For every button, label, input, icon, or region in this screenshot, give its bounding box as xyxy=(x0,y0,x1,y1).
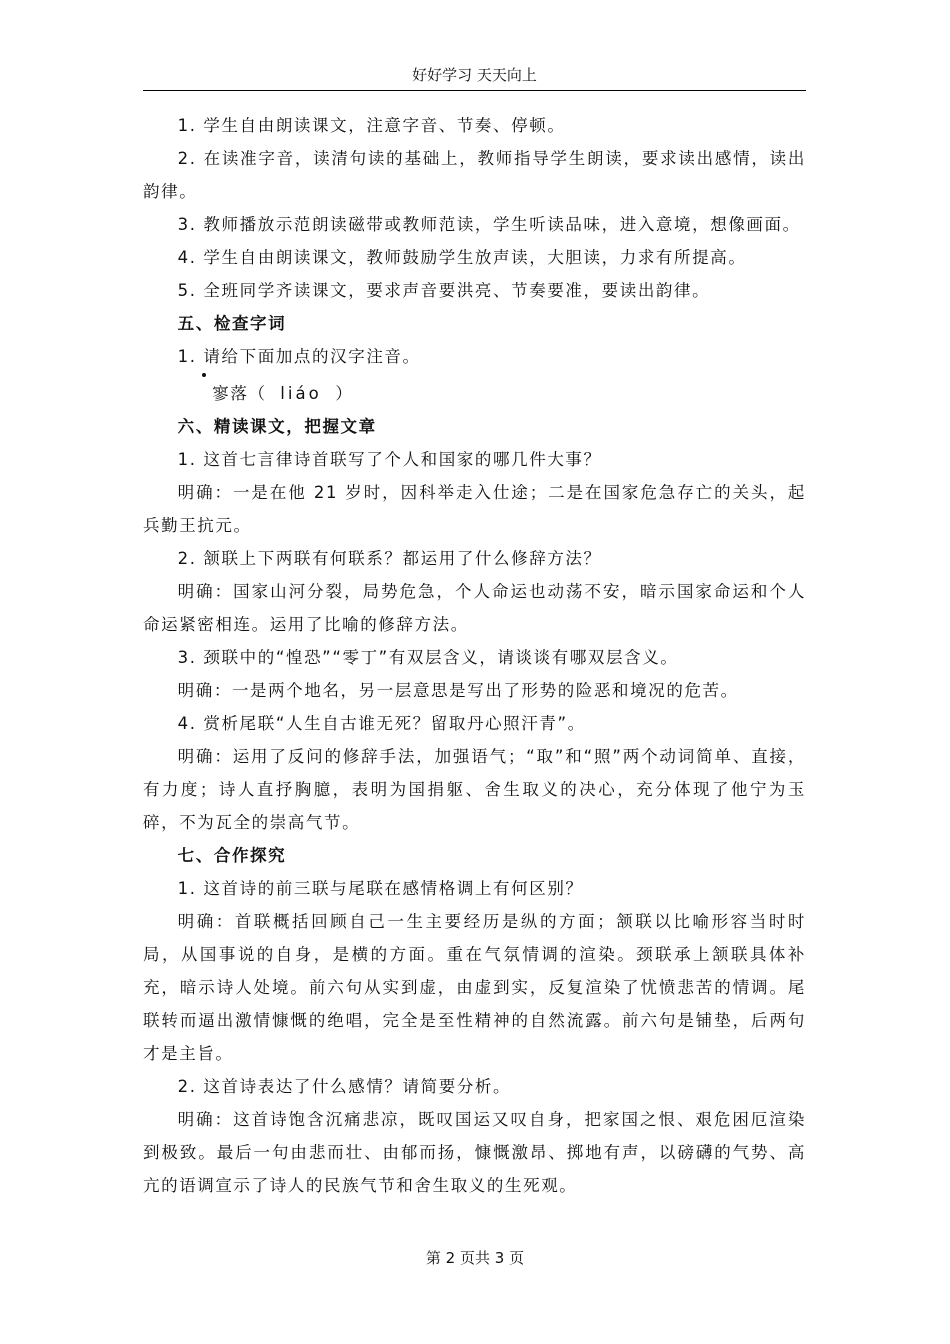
answer: 明确：一是两个地名，另一层意思是写出了形势的险恶和境况的危苦。 xyxy=(177,681,739,700)
answer: 明确：这首诗饱含沉痛悲凉，既叹国运又叹自身，把家国之恨、艰危困厄渲染到极致。最后一句由悲而壮、由郁而扬，慷慨激昂、掷地有声，以磅礴的气势、高亢的语调宣示了诗人的民族气节和舍生取义的生死观。 xyxy=(143,1110,806,1195)
list-item: 5. 全班同学齐读课文，要求声音要洪亮、节奏要准，要读出韵律。 xyxy=(177,281,711,300)
document-body xyxy=(143,109,806,1202)
word-remainder: 落（ xyxy=(230,384,267,403)
section-heading: 五、检查字词 xyxy=(177,314,287,333)
closing-paren: ） xyxy=(335,384,354,403)
question: 2. 这首诗表达了什么感情？请简要分析。 xyxy=(177,1077,512,1096)
answer: 明确：首联概括回顾自己一生主要经历是纵的方面；颔联以比喻形容当时时局，从国事说的自身，是横的方面。重在气氛情调的渲染。颈联承上颔联具体补充，暗示诗人处境。前六句从实到虚，由虚到实，反复渲染了忧愤悲苦的情调。尾联转而逼出激情慷慨的绝唱，完全是至性精神的自然流露。前六句是铺垫，后两句才是主旨。 xyxy=(143,912,806,1063)
list-item: 3. 教师播放示范朗读磁带或教师范读，学生听读品味，进入意境，想像画面。 xyxy=(177,215,801,234)
section-heading: 六、精读课文，把握文章 xyxy=(177,417,377,436)
pinyin-answer-line xyxy=(143,377,806,410)
question: 1. 这首七言律诗首联写了个人和国家的哪几件大事？ xyxy=(177,450,602,469)
list-item: 4. 学生自由朗读课文，教师鼓励学生放声读，大胆读，力求有所提高。 xyxy=(177,248,747,267)
pinyin-answer: liáo xyxy=(280,384,322,403)
question: 1. 请给下面加点的汉字注音。 xyxy=(177,347,421,366)
question: 1. 这首诗的前三联与尾联在感情格调上有何区别？ xyxy=(177,879,584,898)
question: 4. 赏析尾联“人生自古谁无死？留取丹心照汗青”。 xyxy=(177,714,586,733)
answer: 明确：国家山河分裂，局势危急，个人命运也动荡不安，暗示国家命运和个人命运紧密相连。运用了比喻的修辞方法。 xyxy=(143,582,806,634)
dotted-character: 寥 xyxy=(178,377,231,410)
section-heading: 七、合作探究 xyxy=(177,846,287,865)
question: 2. 颔联上下两联有何联系？都运用了什么修辞方法？ xyxy=(177,549,602,568)
question: 3. 颈联中的“惶恐”“零丁”有双层含义，请谈谈有哪双层含义。 xyxy=(177,648,679,667)
answer: 明确：运用了反问的修辞手法，加强语气；“取”和“照”两个动词简单、直接，有力度；诗人直抒胸臆，表明为国捐躯、舍生取义的决心，充分体现了他宁为玉碎，不为瓦全的崇高气节。 xyxy=(143,747,806,832)
answer: 明确：一是在他 21 岁时，因科举走入仕途；二是在国家危急存亡的关头，起兵勤王抗元。 xyxy=(143,483,806,535)
list-item: 2. 在读准字音，读清句读的基础上，教师指导学生朗读，要求读出感情，读出韵律。 xyxy=(143,149,806,201)
page-header: 好好学习 天天向上 xyxy=(143,64,806,91)
list-item: 1. 学生自由朗读课文，注意字音、节奏、停顿。 xyxy=(177,116,566,135)
page-footer: 第 2 页共 3 页 xyxy=(425,1249,525,1267)
